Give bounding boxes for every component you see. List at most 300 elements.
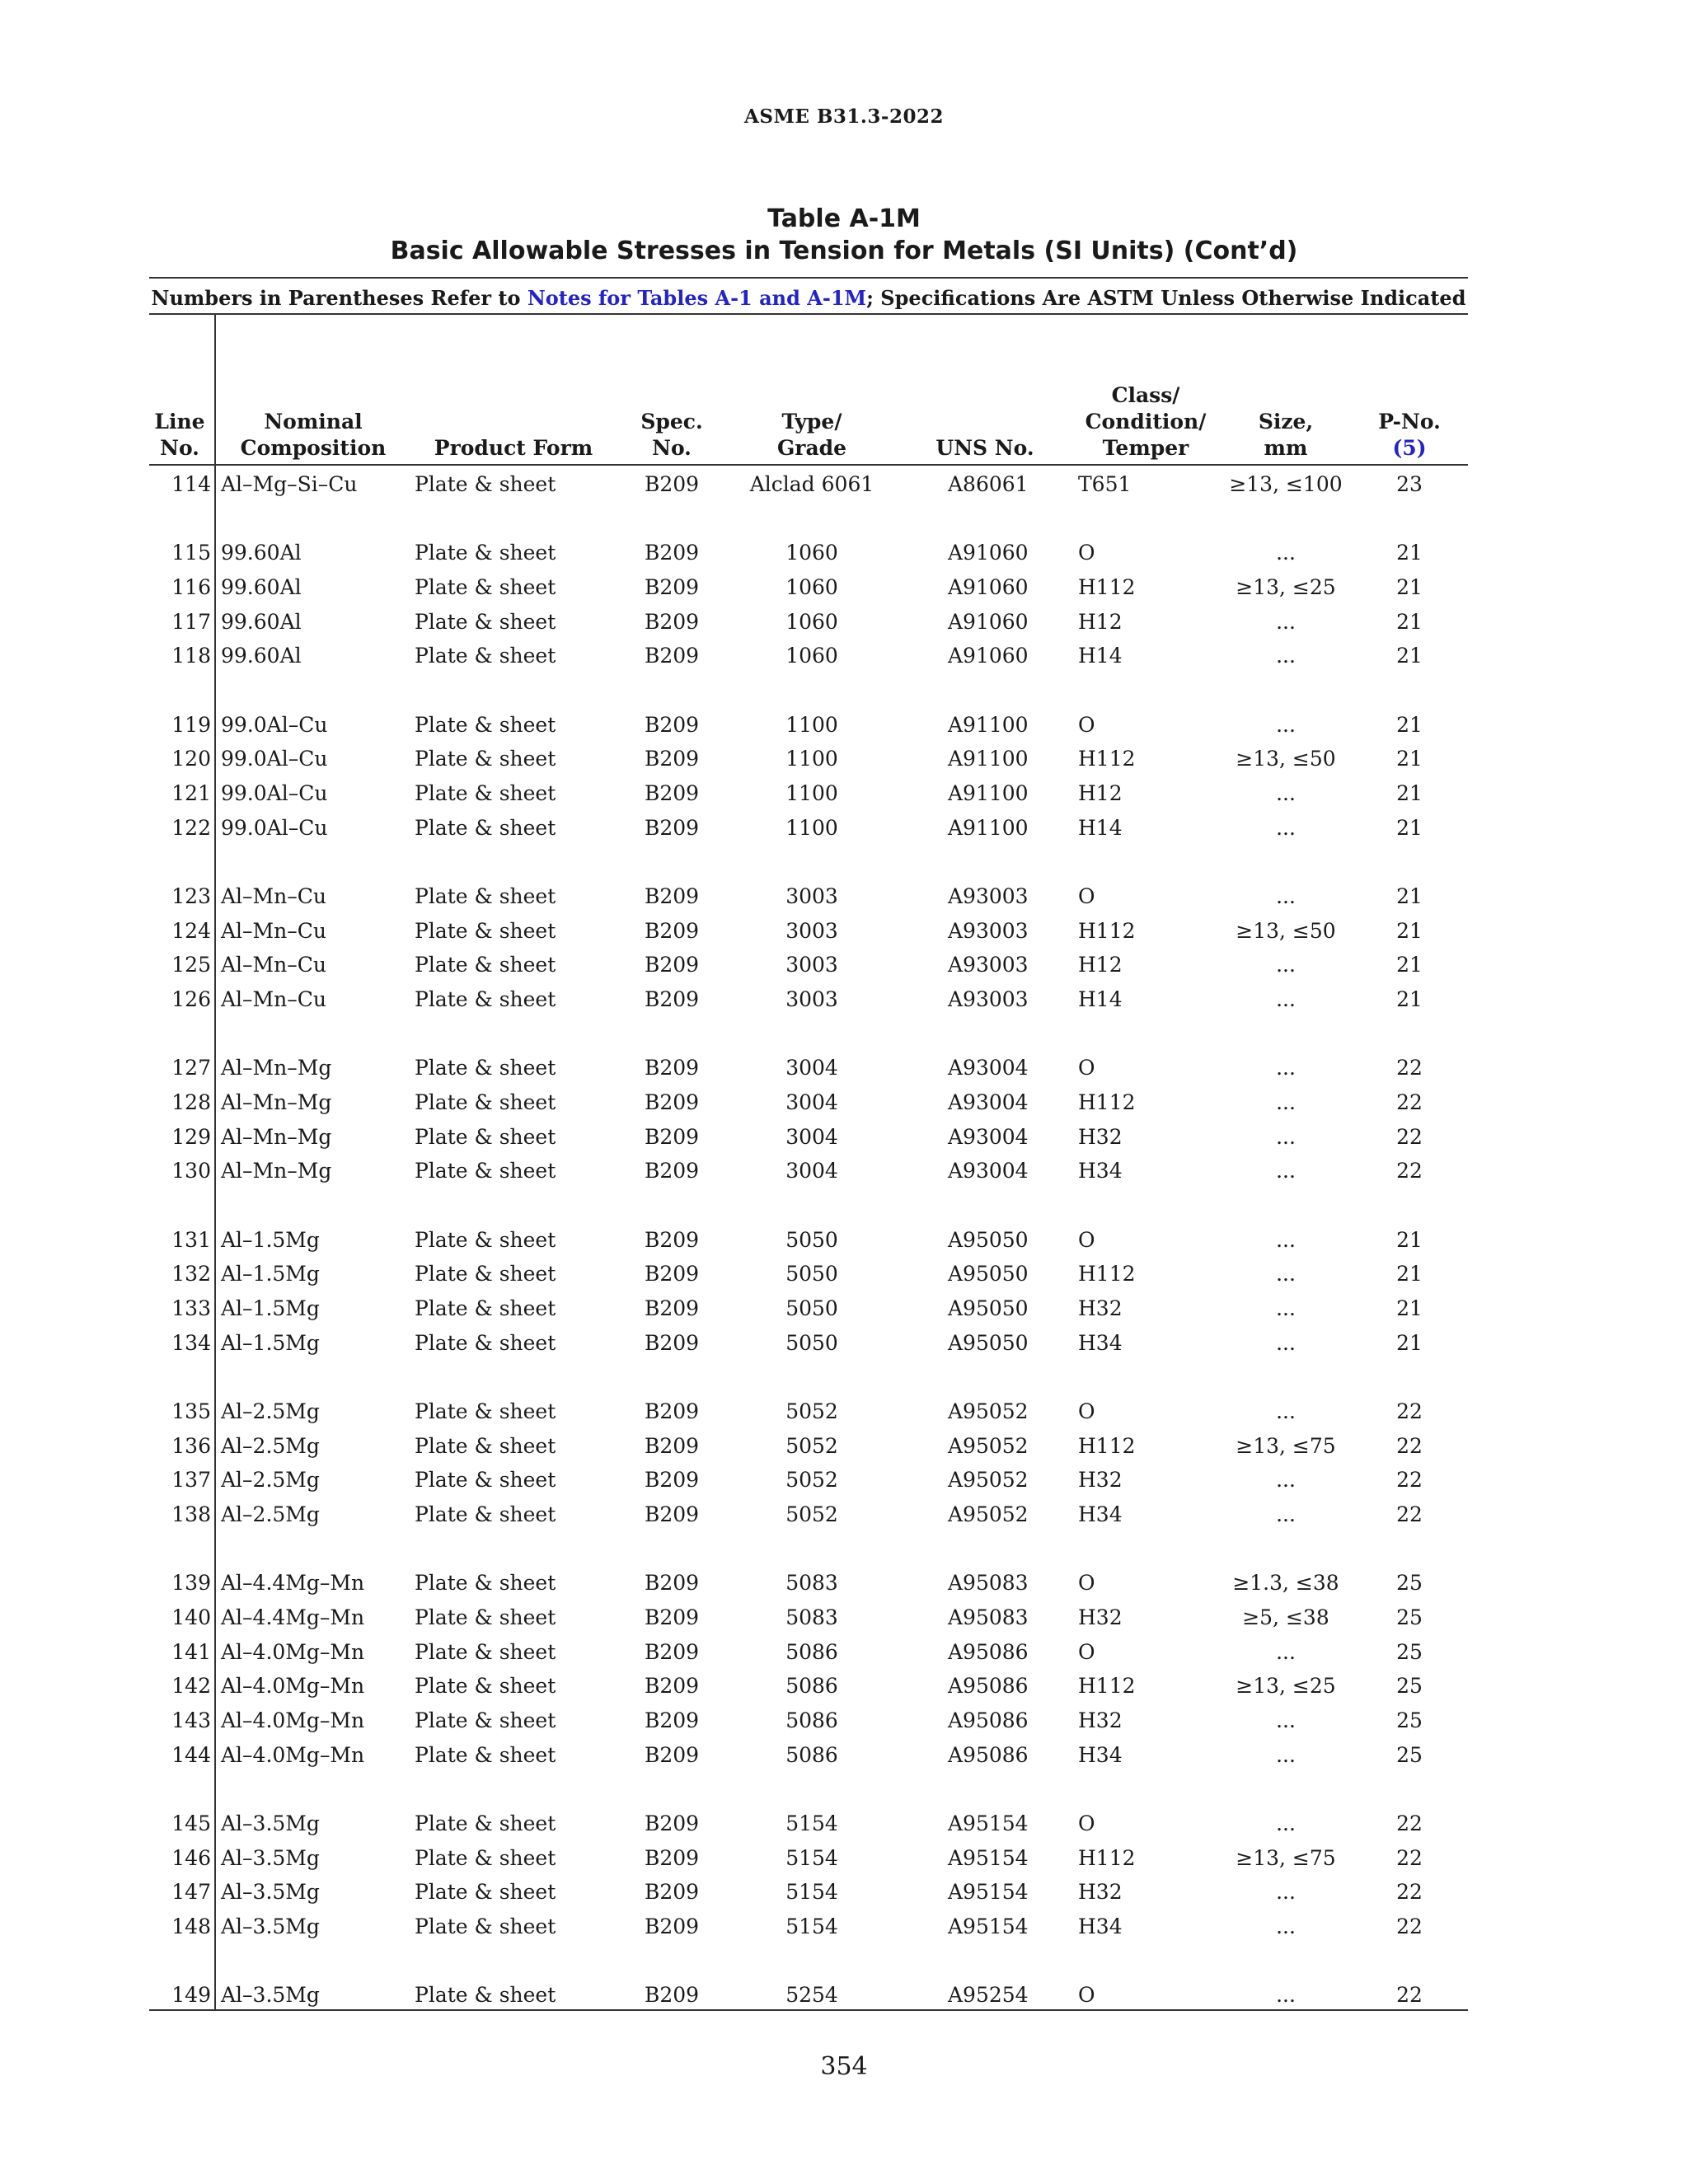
top-rule: [149, 277, 1468, 279]
cell-pno: 23: [1396, 472, 1423, 496]
cell-pno: 21: [1396, 987, 1423, 1011]
cell-uns: A95052: [948, 1434, 1029, 1458]
cell-type: 1100: [785, 816, 838, 840]
cell-form: Plate & sheet: [415, 575, 556, 599]
cell-form: Plate & sheet: [415, 781, 556, 805]
cell-pno: 21: [1396, 541, 1423, 565]
cell-type: 5086: [785, 1640, 838, 1664]
cell-type: 5086: [785, 1743, 838, 1767]
cell-size: ...: [1276, 713, 1296, 737]
cell-line: 134: [171, 1331, 211, 1355]
cell-form: Plate & sheet: [415, 472, 556, 496]
cell-comp: Al–Mn–Cu: [221, 884, 326, 908]
cell-pno: 22: [1396, 1399, 1423, 1423]
cell-temper: H112: [1078, 1674, 1136, 1698]
cell-type: 5050: [785, 1262, 838, 1286]
header-text: Size,: [1258, 410, 1314, 434]
cell-comp: Al–Mn–Cu: [221, 919, 326, 943]
cell-spec: B209: [644, 1674, 700, 1698]
cell-type: 1100: [785, 781, 838, 805]
cell-line: 142: [171, 1674, 211, 1698]
cell-uns: A91060: [948, 541, 1029, 565]
cell-size: ...: [1276, 987, 1296, 1011]
cell-pno: 21: [1396, 713, 1423, 737]
cell-uns: A91100: [948, 747, 1029, 771]
cell-temper: H12: [1078, 610, 1123, 634]
cell-comp: Al–3.5Mg: [221, 1983, 320, 2007]
cell-spec: B209: [644, 781, 700, 805]
cell-spec: B209: [644, 1228, 700, 1252]
cell-comp: Al–1.5Mg: [221, 1228, 320, 1252]
cell-form: Plate & sheet: [415, 1262, 556, 1286]
cell-form: Plate & sheet: [415, 884, 556, 908]
cell-temper: O: [1078, 713, 1095, 737]
cell-temper: O: [1078, 1228, 1095, 1252]
cell-type: 5052: [785, 1468, 838, 1492]
cell-size: ...: [1276, 1811, 1296, 1835]
cell-temper: H112: [1078, 747, 1136, 771]
cell-type: 5050: [785, 1228, 838, 1252]
cell-size: ...: [1276, 1983, 1296, 2007]
cell-type: 1060: [785, 575, 838, 599]
cell-type: 5052: [785, 1399, 838, 1423]
cell-size: ...: [1276, 1125, 1296, 1149]
cell-form: Plate & sheet: [415, 1468, 556, 1492]
cell-pno: 21: [1396, 1262, 1423, 1286]
cell-spec: B209: [644, 1296, 700, 1320]
cell-spec: B209: [644, 472, 700, 496]
cell-comp: Al–Mn–Mg: [221, 1090, 332, 1114]
cell-spec: B209: [644, 1743, 700, 1767]
cell-temper: H32: [1078, 1296, 1123, 1320]
cell-line: 135: [171, 1399, 211, 1423]
cell-form: Plate & sheet: [415, 1090, 556, 1114]
table-title: Basic Allowable Stresses in Tension for Metals (SI Units) (Cont’d): [390, 237, 1298, 265]
cell-comp: 99.0Al–Cu: [221, 816, 328, 840]
cell-line: 146: [171, 1846, 211, 1870]
cell-comp: 99.60Al: [221, 575, 302, 599]
cell-comp: Al–Mn–Cu: [221, 987, 326, 1011]
cell-line: 144: [171, 1743, 211, 1767]
cell-form: Plate & sheet: [415, 1125, 556, 1149]
cell-uns: A93004: [948, 1056, 1029, 1080]
cell-pno: 21: [1396, 816, 1423, 840]
cell-line: 131: [171, 1228, 211, 1252]
cell-type: 5254: [785, 1983, 838, 2007]
cell-line: 125: [171, 953, 211, 977]
cell-spec: B209: [644, 1056, 700, 1080]
cell-pno: 25: [1396, 1640, 1423, 1664]
cell-comp: Al–4.0Mg–Mn: [221, 1674, 365, 1698]
cell-type: 5154: [785, 1811, 838, 1835]
cell-line: 119: [171, 713, 211, 737]
cell-pno: 21: [1396, 1331, 1423, 1355]
cell-type: 5086: [785, 1674, 838, 1698]
cell-uns: A95083: [948, 1571, 1029, 1595]
cell-size: ≥5, ≤38: [1242, 1605, 1329, 1629]
cell-line: 126: [171, 987, 211, 1011]
cell-form: Plate & sheet: [415, 1674, 556, 1698]
cell-comp: Al–3.5Mg: [221, 1915, 320, 1938]
cell-uns: A95086: [948, 1743, 1029, 1767]
cell-type: 5154: [785, 1846, 838, 1870]
cell-temper: H14: [1078, 816, 1123, 840]
notes-prefix: Numbers in Parentheses Refer to: [151, 286, 528, 310]
cell-size: ...: [1276, 1228, 1296, 1252]
line-number-divider: [214, 315, 216, 2011]
header-note-link[interactable]: (5): [1392, 436, 1427, 460]
cell-temper: O: [1078, 1056, 1095, 1080]
cell-form: Plate & sheet: [415, 1056, 556, 1080]
cell-line: 129: [171, 1125, 211, 1149]
cell-form: Plate & sheet: [415, 1605, 556, 1629]
cell-pno: 21: [1396, 919, 1423, 943]
cell-type: 1100: [785, 713, 838, 737]
cell-spec: B209: [644, 1811, 700, 1835]
cell-size: ≥13, ≤25: [1236, 575, 1336, 599]
cell-type: 5083: [785, 1571, 838, 1595]
cell-form: Plate & sheet: [415, 987, 556, 1011]
cell-temper: H34: [1078, 1159, 1123, 1183]
header-text: No.: [652, 436, 692, 460]
cell-spec: B209: [644, 816, 700, 840]
cell-comp: Al–Mn–Cu: [221, 953, 326, 977]
cell-type: 5154: [785, 1915, 838, 1938]
cell-pno: 21: [1396, 884, 1423, 908]
cell-temper: H12: [1078, 953, 1123, 977]
cell-spec: B209: [644, 1915, 700, 1938]
cell-form: Plate & sheet: [415, 919, 556, 943]
header-text: Type/: [781, 410, 842, 434]
cell-line: 132: [171, 1262, 211, 1286]
cell-pno: 21: [1396, 610, 1423, 634]
cell-temper: H112: [1078, 575, 1136, 599]
cell-size: ...: [1276, 1056, 1296, 1080]
cell-comp: 99.0Al–Cu: [221, 747, 328, 771]
cell-uns: A95052: [948, 1502, 1029, 1526]
cell-comp: Al–1.5Mg: [221, 1262, 320, 1286]
cell-form: Plate & sheet: [415, 747, 556, 771]
cell-comp: 99.0Al–Cu: [221, 781, 328, 805]
cell-temper: H112: [1078, 1262, 1136, 1286]
cell-comp: Al–Mn–Mg: [221, 1056, 332, 1080]
cell-line: 122: [171, 816, 211, 840]
header-text: Line: [154, 410, 205, 434]
cell-line: 145: [171, 1811, 211, 1835]
cell-uns: A95086: [948, 1708, 1029, 1732]
cell-uns: A95154: [948, 1811, 1029, 1835]
cell-form: Plate & sheet: [415, 713, 556, 737]
table-number: Table A-1M: [767, 204, 921, 233]
cell-size: ...: [1276, 1159, 1296, 1183]
cell-type: 3004: [785, 1090, 838, 1114]
cell-type: 5154: [785, 1880, 838, 1904]
cell-comp: 99.0Al–Cu: [221, 713, 328, 737]
cell-spec: B209: [644, 884, 700, 908]
cell-pno: 21: [1396, 1296, 1423, 1320]
cell-spec: B209: [644, 541, 700, 565]
cell-form: Plate & sheet: [415, 816, 556, 840]
cell-comp: Al–3.5Mg: [221, 1811, 320, 1835]
cell-size: ...: [1276, 884, 1296, 908]
cell-pno: 22: [1396, 1915, 1423, 1938]
cell-uns: A95154: [948, 1846, 1029, 1870]
column-header-type: [758, 409, 865, 462]
cell-form: Plate & sheet: [415, 541, 556, 565]
cell-type: 1100: [785, 747, 838, 771]
header-text: mm: [1264, 436, 1308, 460]
cell-line: 148: [171, 1915, 211, 1938]
cell-line: 138: [171, 1502, 211, 1526]
cell-temper: O: [1078, 884, 1095, 908]
cell-line: 137: [171, 1468, 211, 1492]
cell-uns: A93003: [948, 953, 1029, 977]
cell-spec: B209: [644, 1399, 700, 1423]
cell-line: 139: [171, 1571, 211, 1595]
cell-temper: O: [1078, 541, 1095, 565]
column-header-class: [1080, 382, 1212, 462]
cell-line: 116: [171, 575, 211, 599]
column-header-line: [153, 409, 206, 462]
cell-comp: Al–4.0Mg–Mn: [221, 1640, 365, 1664]
cell-size: ...: [1276, 1708, 1296, 1732]
cell-size: ≥13, ≤50: [1236, 919, 1336, 943]
cell-pno: 21: [1396, 747, 1423, 771]
cell-form: Plate & sheet: [415, 1708, 556, 1732]
cell-temper: H112: [1078, 1090, 1136, 1114]
cell-temper: H34: [1078, 1502, 1123, 1526]
cell-pno: 22: [1396, 1468, 1423, 1492]
cell-temper: H32: [1078, 1880, 1123, 1904]
cell-comp: Al–4.4Mg–Mn: [221, 1571, 365, 1595]
cell-comp: Al–1.5Mg: [221, 1331, 320, 1355]
cell-temper: H112: [1078, 1434, 1136, 1458]
cell-comp: 99.60Al: [221, 541, 302, 565]
cell-type: 1060: [785, 541, 838, 565]
notes-rule: [149, 313, 1468, 315]
cell-pno: 25: [1396, 1571, 1423, 1595]
cell-uns: A93004: [948, 1090, 1029, 1114]
cell-temper: H32: [1078, 1125, 1123, 1149]
cell-uns: A91060: [948, 644, 1029, 668]
header-text: Condition/: [1085, 410, 1207, 434]
cell-size: ...: [1276, 644, 1296, 668]
cell-temper: H34: [1078, 1743, 1123, 1767]
header-text: P-No.: [1378, 410, 1441, 434]
cell-type: 1060: [785, 644, 838, 668]
cell-uns: A95086: [948, 1674, 1029, 1698]
cell-size: ≥1.3, ≤38: [1232, 1571, 1339, 1595]
cell-pno: 25: [1396, 1605, 1423, 1629]
cell-line: 124: [171, 919, 211, 943]
cell-line: 114: [171, 472, 211, 496]
cell-spec: B209: [644, 1159, 700, 1183]
cell-uns: A95154: [948, 1880, 1029, 1904]
cell-temper: H112: [1078, 1846, 1136, 1870]
header-text: Grade: [776, 436, 847, 460]
cell-pno: 22: [1396, 1502, 1423, 1526]
cell-form: Plate & sheet: [415, 610, 556, 634]
cell-line: 141: [171, 1640, 211, 1664]
cell-temper: H112: [1078, 919, 1136, 943]
cell-type: 5052: [785, 1502, 838, 1526]
cell-temper: H14: [1078, 987, 1123, 1011]
cell-comp: Al–Mg–Si–Cu: [221, 472, 358, 496]
cell-temper: O: [1078, 1571, 1095, 1595]
cell-uns: A95154: [948, 1915, 1029, 1938]
cell-size: ...: [1276, 1399, 1296, 1423]
cell-line: 118: [171, 644, 211, 668]
cell-size: ...: [1276, 1296, 1296, 1320]
cell-temper: O: [1078, 1983, 1095, 2007]
header-rule: [149, 464, 1468, 466]
cell-size: ...: [1276, 610, 1296, 634]
cell-type: 5050: [785, 1296, 838, 1320]
column-header-pno: [1368, 409, 1451, 462]
column-header-spec: [635, 409, 709, 462]
cell-spec: B209: [644, 747, 700, 771]
cell-uns: A91060: [948, 575, 1029, 599]
cell-uns: A95083: [948, 1605, 1029, 1629]
cell-size: ...: [1276, 953, 1296, 977]
cell-pno: 22: [1396, 1090, 1423, 1114]
cell-pno: 25: [1396, 1743, 1423, 1767]
cell-uns: A91060: [948, 610, 1029, 634]
cell-size: ≥13, ≤50: [1236, 747, 1336, 771]
cell-type: 3003: [785, 953, 838, 977]
cell-size: ...: [1276, 1880, 1296, 1904]
cell-spec: B209: [644, 1640, 700, 1664]
cell-line: 123: [171, 884, 211, 908]
cell-spec: B209: [644, 610, 700, 634]
cell-spec: B209: [644, 1571, 700, 1595]
cell-size: ...: [1276, 1915, 1296, 1938]
header-text: UNS No.: [935, 436, 1034, 460]
cell-uns: A91100: [948, 781, 1029, 805]
cell-form: Plate & sheet: [415, 1880, 556, 1904]
cell-uns: A95052: [948, 1468, 1029, 1492]
cell-spec: B209: [644, 713, 700, 737]
cell-line: 127: [171, 1056, 211, 1080]
cell-comp: Al–4.0Mg–Mn: [221, 1743, 365, 1767]
cell-pno: 22: [1396, 1159, 1423, 1183]
cell-form: Plate & sheet: [415, 1743, 556, 1767]
cell-pno: 25: [1396, 1708, 1423, 1732]
cell-temper: H32: [1078, 1605, 1123, 1629]
cell-spec: B209: [644, 1125, 700, 1149]
cell-comp: Al–1.5Mg: [221, 1296, 320, 1320]
cell-spec: B209: [644, 1331, 700, 1355]
notes-link[interactable]: Notes for Tables A-1 and A-1M: [527, 286, 867, 310]
cell-spec: B209: [644, 575, 700, 599]
cell-spec: B209: [644, 644, 700, 668]
cell-pno: 21: [1396, 1228, 1423, 1252]
cell-type: 3003: [785, 987, 838, 1011]
cell-uns: A93004: [948, 1125, 1029, 1149]
cell-comp: Al–2.5Mg: [221, 1502, 320, 1526]
cell-size: ...: [1276, 816, 1296, 840]
cell-form: Plate & sheet: [415, 1571, 556, 1595]
cell-size: ...: [1276, 781, 1296, 805]
cell-comp: Al–4.4Mg–Mn: [221, 1605, 365, 1629]
cell-uns: A93004: [948, 1159, 1029, 1183]
cell-comp: Al–Mn–Mg: [221, 1125, 332, 1149]
cell-uns: A91100: [948, 713, 1029, 737]
cell-temper: H34: [1078, 1331, 1123, 1355]
cell-temper: H32: [1078, 1468, 1123, 1492]
cell-temper: H12: [1078, 781, 1123, 805]
cell-form: Plate & sheet: [415, 1296, 556, 1320]
cell-form: Plate & sheet: [415, 1159, 556, 1183]
cell-line: 143: [171, 1708, 211, 1732]
header-text: Spec.: [640, 410, 703, 434]
column-header-composition: [231, 409, 396, 462]
cell-form: Plate & sheet: [415, 1331, 556, 1355]
cell-uns: A95086: [948, 1640, 1029, 1664]
cell-type: 1060: [785, 610, 838, 634]
cell-temper: H14: [1078, 644, 1123, 668]
cell-uns: A86061: [948, 472, 1029, 496]
cell-form: Plate & sheet: [415, 1502, 556, 1526]
header-text: Class/: [1111, 383, 1180, 407]
cell-uns: A93003: [948, 919, 1029, 943]
cell-size: ...: [1276, 1262, 1296, 1286]
cell-size: ...: [1276, 1090, 1296, 1114]
header-text: Composition: [240, 436, 387, 460]
cell-pno: 22: [1396, 1125, 1423, 1149]
cell-size: ...: [1276, 1502, 1296, 1526]
cell-pno: 22: [1396, 1434, 1423, 1458]
cell-comp: Al–2.5Mg: [221, 1468, 320, 1492]
cell-size: ≥13, ≤75: [1236, 1846, 1336, 1870]
cell-form: Plate & sheet: [415, 1228, 556, 1252]
cell-type: 5050: [785, 1331, 838, 1355]
cell-size: ...: [1276, 1331, 1296, 1355]
cell-type: 3004: [785, 1125, 838, 1149]
cell-spec: B209: [644, 1846, 700, 1870]
cell-temper: H32: [1078, 1708, 1123, 1732]
cell-type: 5052: [785, 1434, 838, 1458]
cell-pno: 22: [1396, 1846, 1423, 1870]
cell-line: 133: [171, 1296, 211, 1320]
cell-uns: A91100: [948, 816, 1029, 840]
cell-comp: 99.60Al: [221, 644, 302, 668]
cell-comp: Al–Mn–Mg: [221, 1159, 332, 1183]
cell-comp: Al–4.0Mg–Mn: [221, 1708, 365, 1732]
cell-comp: Al–3.5Mg: [221, 1880, 320, 1904]
cell-size: ...: [1276, 1468, 1296, 1492]
cell-pno: 22: [1396, 1983, 1423, 2007]
cell-type: Alclad 6061: [749, 472, 874, 496]
cell-temper: O: [1078, 1811, 1095, 1835]
cell-size: ...: [1276, 1640, 1296, 1664]
header-text: Product Form: [434, 436, 593, 460]
cell-type: 3003: [785, 884, 838, 908]
cell-pno: 22: [1396, 1056, 1423, 1080]
cell-form: Plate & sheet: [415, 1846, 556, 1870]
cell-form: Plate & sheet: [415, 1915, 556, 1938]
cell-type: 3003: [785, 919, 838, 943]
cell-comp: Al–3.5Mg: [221, 1846, 320, 1870]
cell-type: 3004: [785, 1056, 838, 1080]
cell-form: Plate & sheet: [415, 1811, 556, 1835]
cell-form: Plate & sheet: [415, 1640, 556, 1664]
page-number: 354: [820, 2052, 868, 2081]
cell-size: ≥13, ≤25: [1236, 1674, 1336, 1698]
cell-uns: A95050: [948, 1296, 1029, 1320]
cell-uns: A95254: [948, 1983, 1029, 2007]
header-text: Temper: [1102, 436, 1189, 460]
